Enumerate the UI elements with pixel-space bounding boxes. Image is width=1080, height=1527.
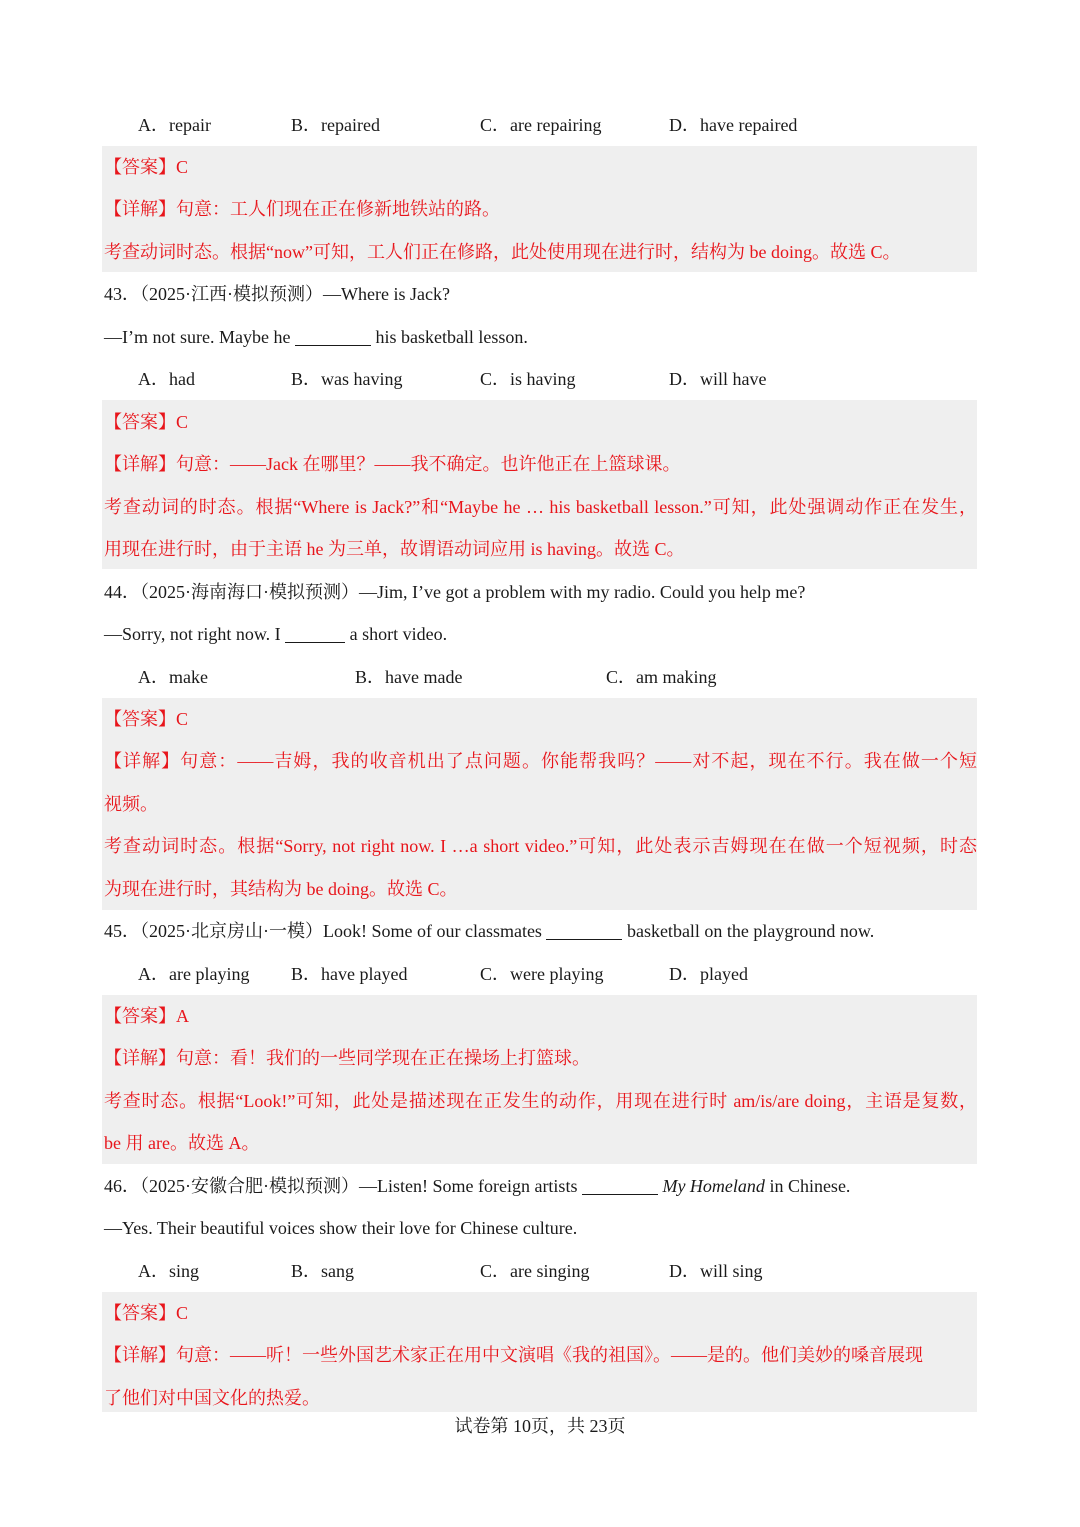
q45-answer-blank: [546, 921, 622, 940]
q44-stem-part1: —Sorry, not right now. I: [104, 624, 286, 644]
q45-analysis-line1: 考查时态。根据“Look!”可知，此处是描述现在正发生的动作，用现在进行时 am/is/are doing，主语是复数，: [104, 1091, 977, 1111]
q45-option-a: A．are playing: [138, 964, 250, 984]
q45-stem-part1: 45．（2025·北京房山·一模）Look! Some of our classmates: [104, 921, 547, 941]
q43-option-b: B．was having: [291, 369, 403, 389]
q46-answer-blank: [582, 1176, 658, 1195]
q45-option-b: B．have played: [291, 964, 408, 984]
q46-stem-part1: 46．（2025·安徽合肥·模拟预测）—Listen! Some foreign artists: [104, 1176, 582, 1196]
q44-analysis-line2: 为现在进行时，其结构为 be doing。故选 C。: [104, 879, 458, 899]
q44-detail-line1: 【详解】句意：——吉姆，我的收音机出了点问题。你能帮我吗？——对不起，现在不行。我在做一个短: [104, 751, 977, 771]
q44-option-c: C．am making: [606, 667, 717, 687]
q43-answer: 【答案】C: [104, 412, 189, 432]
q43-detail: 【详解】句意：——Jack 在哪里？——我不确定。也许他正在上篮球课。: [104, 454, 681, 474]
q44-stem-line2: [104, 622, 447, 646]
q42-option-b: B．repaired: [291, 115, 380, 135]
q45-option-d: D．played: [669, 964, 748, 984]
q44-stem-line1: 44．（2025·海南海口·模拟预测）—Jim, I’ve got a problem with my radio. Could you help me?: [104, 582, 806, 602]
q42-option-c: C．are repairing: [480, 115, 602, 135]
q46-song-title: My Homeland: [662, 1176, 765, 1196]
q42-detail: 【详解】句意：工人们现在正在修新地铁站的路。: [104, 199, 500, 219]
q44-stem-part2: a short video.: [345, 624, 448, 644]
q44-detail-line2: 视频。: [104, 794, 158, 814]
q43-stem-line2: [104, 325, 528, 349]
q43-stem-line1: 43．（2025·江西·模拟预测）—Where is Jack?: [104, 284, 450, 304]
q45-option-c: C．were playing: [480, 964, 604, 984]
q43-stem-part1: —I’m not sure. Maybe he: [104, 327, 295, 347]
q45-detail: 【详解】句意：看！我们的一些同学现在正在操场上打篮球。: [104, 1048, 590, 1068]
q46-stem-line2: —Yes. Their beautiful voices show their love for Chinese culture.: [104, 1218, 578, 1238]
q43-option-a: A．had: [138, 369, 195, 389]
q45-stem-part2: basketball on the playground now.: [622, 921, 875, 941]
q42-option-a: A．repair: [138, 115, 211, 135]
q44-analysis-line1: 考查动词时态。根据“Sorry, not right now. I …a short video.”可知，此处表示吉姆现在在做一个短视频，时态: [104, 836, 977, 856]
q45-stem-line1: [104, 919, 874, 943]
q43-analysis-line2: 用现在进行时，由于主语 he 为三单，故谓语动词应用 is having。故选 C。: [104, 539, 685, 559]
q46-answer: 【答案】C: [104, 1303, 189, 1323]
q43-answer-blank: [295, 327, 371, 346]
q46-stem-line1: [104, 1174, 850, 1198]
q45-analysis-line2: be 用 are。故选 A。: [104, 1133, 260, 1153]
q42-answer: 【答案】C: [104, 157, 189, 177]
q44-option-a: A．make: [138, 667, 208, 687]
q42-analysis: 考查动词时态。根据“now”可知，工人们正在修路，此处使用现在进行时，结构为 be doing。故选 C。: [104, 242, 901, 262]
q44-answer: 【答案】C: [104, 709, 189, 729]
q44-option-b: B．have made: [355, 667, 463, 687]
page-footer: 试卷第 10页，共 23页: [454, 1416, 626, 1436]
q46-stem-part2: in Chinese.: [764, 1176, 851, 1196]
q46-option-c: C．are singing: [480, 1261, 590, 1281]
q43-stem-part2: his basketball lesson.: [370, 327, 528, 347]
q43-analysis-line1: 考查动词的时态。根据“Where is Jack?”和“Maybe he … his basketball lesson.”可知，此处强调动作正在发生，: [104, 497, 977, 517]
q46-option-a: A．sing: [138, 1261, 200, 1281]
q46-option-d: D．will sing: [669, 1261, 763, 1281]
q43-option-c: C．is having: [480, 369, 576, 389]
q45-answer: 【答案】A: [104, 1006, 189, 1026]
q44-answer-blank: [285, 624, 345, 643]
q42-option-d: D．have repaired: [669, 115, 798, 135]
q43-option-d: D．will have: [669, 369, 767, 389]
q46-detail-line1: 【详解】句意：——听！一些外国艺术家正在用中文演唱《我的祖国》。——是的。他们美妙的嗓音展现: [104, 1345, 923, 1365]
q46-detail-line2: 了他们对中国文化的热爱。: [104, 1388, 320, 1408]
q46-option-b: B．sang: [291, 1261, 354, 1281]
